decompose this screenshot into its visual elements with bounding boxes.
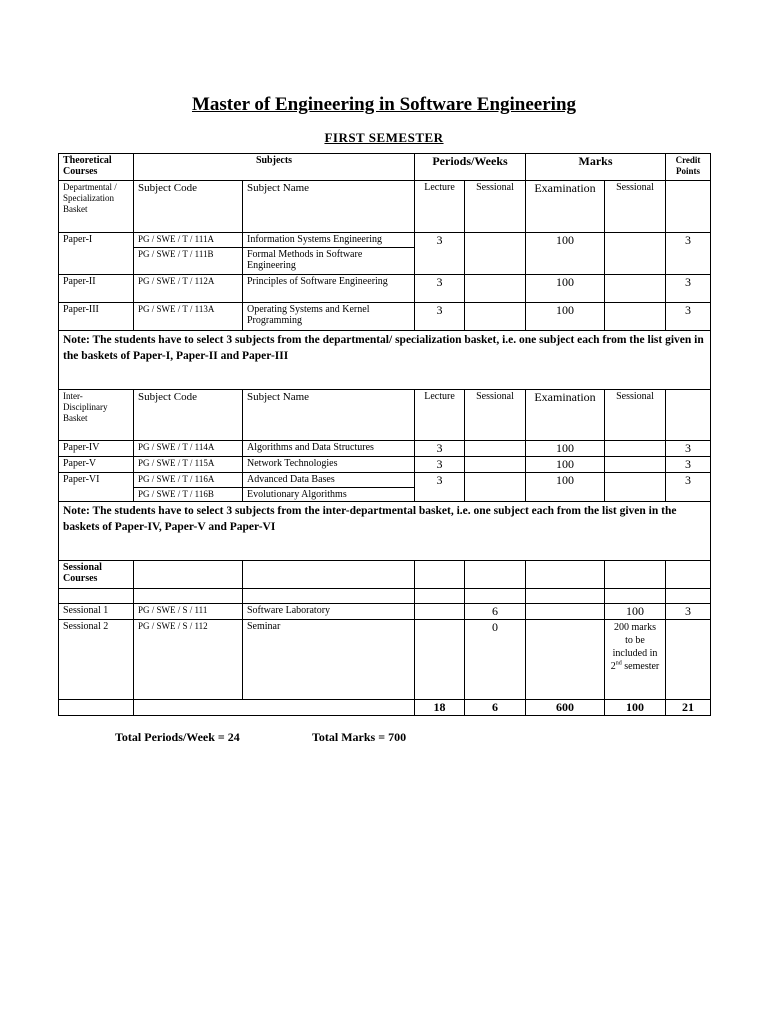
syllabus-table — [58, 153, 711, 716]
total-credit: 21 — [666, 700, 711, 716]
subject-code: PG / SWE / S / 112 — [134, 620, 243, 700]
sessional-courses-label: Sessional Courses — [59, 561, 134, 589]
exam-value: 100 — [526, 473, 605, 502]
lecture-header: Lecture — [415, 181, 465, 233]
table-row — [59, 620, 711, 700]
subject-code: PG / SWE / T / 113A — [134, 303, 243, 331]
subject-name: Information Systems Engineering Formal Methods in Software Engineering — [243, 233, 415, 275]
periods-weeks-header: Periods/Weeks — [415, 154, 526, 181]
table-row — [59, 303, 711, 331]
subject-code-header: Subject Code — [134, 390, 243, 441]
dept-subheader-row — [59, 181, 711, 233]
subject-code: PG / SWE / T / 115A — [134, 457, 243, 473]
note-departmental: Note: The students have to select 3 subjects from the departmental/ specialization basket, i.e. one subject each from the list given in the baskets of Paper-I, Paper-II and Paper-III — [59, 331, 711, 390]
total-marks: Total Marks = 700 — [312, 730, 407, 744]
dept-basket-label: Departmental / Specialization Basket — [59, 181, 134, 233]
paper-label: Paper-I — [59, 233, 134, 275]
exam-value: 100 — [526, 457, 605, 473]
sessional-periods-value: 0 — [465, 620, 526, 700]
sessional-header: Sessional — [465, 181, 526, 233]
credit-value: 3 — [666, 303, 711, 331]
sessional-marks-header: Sessional — [605, 390, 666, 441]
note-row — [59, 502, 711, 561]
note-inter-departmental: Note: The students have to select 3 subjects from the inter-departmental basket, i.e. one subject each from the list given in the baskets of Paper-IV, Paper-V and Paper-VI — [59, 502, 711, 561]
table-row — [59, 233, 711, 275]
table-row — [59, 473, 711, 502]
table-row — [59, 275, 711, 303]
sessional-marks-note: 200 marks to be included in 2nd semester — [605, 620, 666, 700]
document-title: Master of Engineering in Software Engineering — [191, 94, 577, 115]
exam-value: 100 — [526, 303, 605, 331]
theoretical-courses-header: Theoretical Courses — [59, 154, 134, 181]
total-lecture: 18 — [415, 700, 465, 716]
lecture-value: 3 — [415, 441, 465, 457]
semester-heading: FIRST SEMESTER — [324, 130, 444, 145]
credit-value: 3 — [666, 441, 711, 457]
exam-value: 100 — [526, 275, 605, 303]
sessional-periods-value: 6 — [465, 604, 526, 620]
subject-name: Operating Systems and Kernel Programming — [243, 303, 415, 331]
lecture-value: 3 — [415, 473, 465, 502]
table-row — [59, 457, 711, 473]
spacer-row — [59, 589, 711, 604]
total-sessional-marks: 100 — [605, 700, 666, 716]
header-row — [59, 154, 711, 181]
exam-value: 100 — [526, 441, 605, 457]
sessional-label-row — [59, 561, 711, 589]
subject-code: PG / SWE / T / 114A — [134, 441, 243, 457]
subject-name-header: Subject Name — [243, 390, 415, 441]
examination-header: Examination — [526, 390, 605, 441]
subject-code: PG / SWE / T / 112A — [134, 275, 243, 303]
sessional-marks-header: Sessional — [605, 181, 666, 233]
paper-label: Paper-VI — [59, 473, 134, 502]
subject-code: PG / SWE / T / 111A PG / SWE / T / 111B — [134, 233, 243, 275]
lecture-value: 3 — [415, 233, 465, 275]
lecture-header: Lecture — [415, 390, 465, 441]
subject-code: PG / SWE / T / 116A PG / SWE / T / 116B — [134, 473, 243, 502]
subject-code-header: Subject Code — [134, 181, 243, 233]
paper-label: Sessional 1 — [59, 604, 134, 620]
credit-value: 3 — [666, 604, 711, 620]
credit-value: 3 — [666, 457, 711, 473]
subject-name: Network Technologies — [243, 457, 415, 473]
lecture-value: 3 — [415, 275, 465, 303]
subject-name: Advanced Data Bases Evolutionary Algorithms — [243, 473, 415, 502]
paper-label: Paper-IV — [59, 441, 134, 457]
credit-value: 3 — [666, 473, 711, 502]
credit-value: 3 — [666, 233, 711, 275]
table-row — [59, 441, 711, 457]
paper-label: Paper-III — [59, 303, 134, 331]
examination-header: Examination — [526, 181, 605, 233]
note-row — [59, 331, 711, 390]
paper-label: Sessional 2 — [59, 620, 134, 700]
subject-code: PG / SWE / S / 111 — [134, 604, 243, 620]
sessional-marks-value: 100 — [605, 604, 666, 620]
marks-header: Marks — [526, 154, 666, 181]
total-periods-week: Total Periods/Week = 24 — [115, 730, 240, 744]
subjects-header: Subjects — [134, 154, 415, 181]
subject-name: Principles of Software Engineering — [243, 275, 415, 303]
subject-name-header: Subject Name — [243, 181, 415, 233]
inter-basket-label: Inter- Disciplinary Basket — [59, 390, 134, 441]
credit-points-header: Credit Points — [666, 154, 711, 181]
subject-name: Algorithms and Data Structures — [243, 441, 415, 457]
subject-name: Seminar — [243, 620, 415, 700]
inter-subheader-row — [59, 390, 711, 441]
total-exam: 600 — [526, 700, 605, 716]
exam-value: 100 — [526, 233, 605, 275]
paper-label: Paper-V — [59, 457, 134, 473]
lecture-value: 3 — [415, 303, 465, 331]
table-row — [59, 604, 711, 620]
total-sessional: 6 — [465, 700, 526, 716]
credit-value: 3 — [666, 275, 711, 303]
totals-row — [59, 700, 711, 716]
paper-label: Paper-II — [59, 275, 134, 303]
sessional-header: Sessional — [465, 390, 526, 441]
subject-name: Software Laboratory — [243, 604, 415, 620]
lecture-value: 3 — [415, 457, 465, 473]
